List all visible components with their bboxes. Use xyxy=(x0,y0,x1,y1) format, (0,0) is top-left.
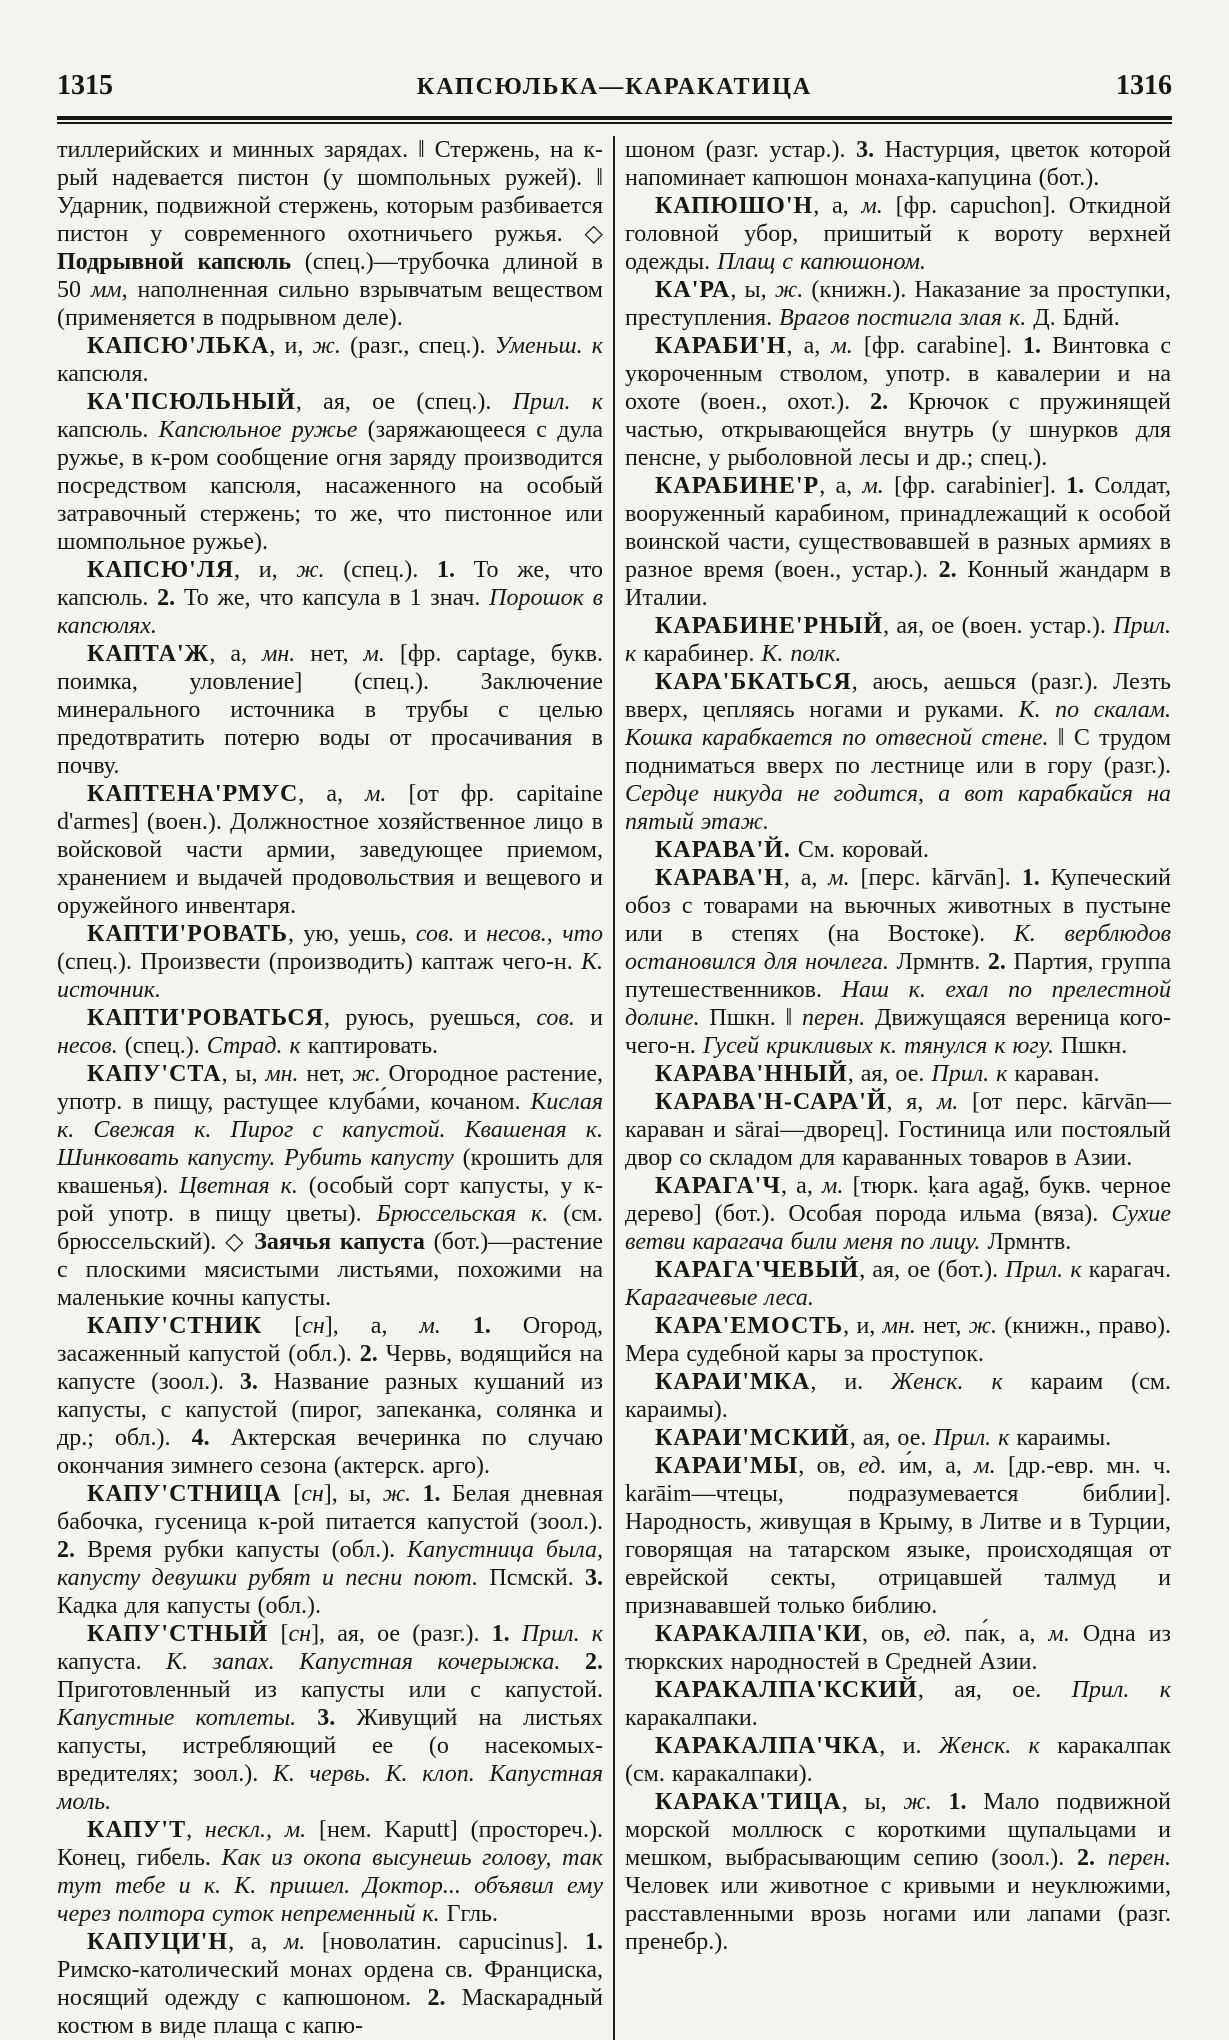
dictionary-entry: КАПУ'СТНИК [сн], а, м. 1. Огород, засаженный капустой (обл.). 2. Червь, водящийся на капусте (зоол.). 3. Название разных кушаний из капусты, с капустой (пирог, запеканка, солянка и др.; обл.). 4. Актерская вечеринка по случаю окончания зимнего сезона (актерск. арго). xyxy=(57,1313,603,1479)
dictionary-entry: КАРАВА'ННЫЙ, ая, ое. Прил. к караван. xyxy=(655,1061,1100,1087)
dictionary-entry: КАРАБИНЕ'Р, а, м. [фр. carabinier]. 1. Солдат, вооруженный карабином, принадлежащий к особой воинской части, существовавшей в разных армиях в разное время (воен., устар.). 2. Конный жандарм в Италии. xyxy=(625,473,1172,611)
dictionary-entry: КАРАВА'Н-САРА'Й, я, м. [от перс. kārvān—караван и särai—дворец]. Гостиница или постоялый двор со складом для караванных товаров в Азии. xyxy=(625,1089,1172,1171)
dictionary-entry: КАПУ'Т, нескл., м. [нем. Kaputt] (простореч.). Конец, гибель. Как из окопа высунешь голову, так тут тебе и к. К. пришел. Доктор... объявил ему через полтора суток непременный к. Ггль. xyxy=(57,1817,604,1927)
page-header xyxy=(57,70,1172,102)
dictionary-entry: КАПУ'СТНИЦА [сн], ы, ж. 1. Белая дневная бабочка, гусеница к-рой питается капустой (зоол.). 2. Время рубки капусты (обл.). Капустница была, капусту девушки рубят и песни поют. Псмскй. 3. Кадка для капусты (обл.). xyxy=(57,1481,604,1619)
dictionary-entry: тиллерийских и минных зарядах. ‖ Стержень, на к-рый надевается пистон (у шомпольных ружей). ‖ Ударник, подвижной стержень, которым разбивается пистон у современного охотничьего ружья. ◇ Подрывной капсюль (спец.)—трубочка длиной в 50 мм, наполненная сильно взрывчатым веществом (применяется в подрывном деле). xyxy=(57,137,603,331)
dictionary-entry: КАПЮШО'Н, а, м. [фр. capuchon]. Откидной головной убор, пришитый к вороту верхней одежды. Плащ с капюшоном. xyxy=(625,193,1171,275)
dictionary-entry: КАРАБИ'Н, а, м. [фр. carabine]. 1. Винтовка с укороченным стволом, употр. в кавалерии и на охоте (воен., охот.). 2. Крючок с пружинящей частью, открывающейся внутрь (у шнурков для пенсне, у рыболовной лесы и др.; спец.). xyxy=(625,333,1172,471)
dictionary-entry: КАРАИ'МСКИЙ, ая, ое. Прил. к караимы. xyxy=(655,1425,1112,1451)
dictionary-entry: КАРАБИНЕ'РНЫЙ, ая, ое (воен. устар.). Прил. к карабинер. К. полк. xyxy=(625,613,1171,667)
right-column-number: 1316 xyxy=(1116,70,1172,101)
dictionary-entry: КАРАКАЛПА'КСКИЙ, ая, ое. Прил. к каракалпаки. xyxy=(625,1677,1171,1731)
dictionary-entry: КАПСЮ'ЛЯ, и, ж. (спец.). 1. То же, что капсюль. 2. То же, что капсула в 1 знач. Порошок в капсюлях. xyxy=(57,557,604,639)
dictionary-entry: КАРАГА'Ч, а, м. [тюрк. ḳara agağ, букв. черное дерево] (бот.). Особая порода ильма (вяза). Сухие ветви карагача били меня по лицу. Лрмнтв. xyxy=(625,1173,1171,1255)
dictionary-entry: КА'ПСЮЛЬНЫЙ, ая, ое (спец.). Прил. к капсюль. Капсюльное ружье (заряжающееся с дула ружье, в к-ром сообщение огня заряду производится посредством капсюля, насаженного на особый затравочный стержень; то же, что пистонное или шомпольное ружье). xyxy=(57,389,604,555)
dictionary-entry: шоном (разг. устар.). 3. Настурция, цветок которой напоминает капюшон монаха-капуцина (бот.). xyxy=(625,137,1171,191)
dictionary-entry: КАРАИ'МЫ, ов, ед. и́м, а, м. [др.-евр. мн. ч. karāim—чтецы, подразумевается библии]. Народность, живущая в Крыму, в Литве и в Турции, говорящая на татарском языке, происходящая от еврейской секты, отрицавшей талмуд и признававшей только библию. xyxy=(625,1453,1172,1619)
dictionary-entry: КАПСЮ'ЛЬКА, и, ж. (разг., спец.). Уменьш. к капсюля. xyxy=(57,333,604,387)
right-column xyxy=(625,136,1171,2040)
dictionary-entry: КАРАВА'Н, а, м. [перс. kārvān]. 1. Купеческий обоз с товарами на вьючных животных в пустыне или в степях (на Востоке). К. верблюдов остановился для ночлега. Лрмнтв. 2. Партия, группа путешественников. Наш к. ехал по прелестной долине. Пшкн. ‖ перен. Движущаяся вереница кого-чего-н. Гусей крикливых к. тянулся к югу. Пшкн. xyxy=(625,865,1172,1059)
dictionary-entry: КАРАКАЛПА'КИ, ов, ед. па́к, а, м. Одна из тюркских народностей в Средней Азии. xyxy=(625,1621,1171,1675)
dictionary-entry: КАРАКА'ТИЦА, ы, ж. 1. Мало подвижной морской моллюск с короткими щупальцами и мешком, выбрасывающим сепию (зоол.). 2. перен. Человек или животное с кривыми и неуклюжими, расставленными врозь ногами или лапами (разг. пренебр.). xyxy=(625,1789,1171,1955)
dictionary-text-block xyxy=(57,136,1172,2040)
running-head: КАПСЮЛЬКА—КАРАКАТИЦА xyxy=(416,74,813,100)
left-column-number: 1315 xyxy=(57,70,113,101)
dictionary-entry: КАРАГА'ЧЕВЫЙ, ая, ое (бот.). Прил. к карагач. Карагачевые леса. xyxy=(625,1257,1171,1311)
dictionary-entry: КАПУ'СТНЫЙ [сн], ая, ое (разг.). 1. Прил. к капуста. К. запах. Капустная кочерыжка. 2. Приготовленный из капусты или с капустой. Капустные котлеты. 3. Живущий на листьях капусты, истребляющий ее (о насекомых-вредителях; зоол.). К. червь. К. клоп. Капустная моль. xyxy=(57,1621,604,1815)
dictionary-entry: КАПТЕНА'РМУС, а, м. [от фр. capitaine d'armes] (воен.). Должностное хозяйственное лицо в войсковой части армии, заведующее приемом, хранением и выдачей продовольствия и вещевого и оружейного инвентаря. xyxy=(57,781,603,919)
header-rule xyxy=(57,116,1172,124)
column-divider xyxy=(613,136,615,2040)
dictionary-entry: КАПТА'Ж, а, мн. нет, м. [фр. captage, букв. поимка, уловление] (спец.). Заключение минерального источника в трубы с целью предотвратить потерю воды от просачивания в почву. xyxy=(57,641,604,779)
dictionary-entry: КАПУ'СТА, ы, мн. нет, ж. Огородное растение, употр. в пищу, растущее клуба́ми, кочаном. Кислая к. Свежая к. Пирог с капустой. Квашеная к. Шинковать капусту. Рубить капусту (крошить для квашенья). Цветная к. (особый сорт капусты, у к-рой употр. в пищу цветы). Брюссельская к. (см. брюссельский). ◇ Заячья капуста (бот.)—растение с плоскими мясистыми листьями, похожими на маленькие кочны капусты. xyxy=(57,1061,604,1311)
dictionary-entry: КАРА'ЕМОСТЬ, и, мн. нет, ж. (книжн., право). Мера судебной кары за проступок. xyxy=(625,1313,1171,1367)
dictionary-entry: КАПУЦИ'Н, а, м. [новолатин. capucinus]. 1. Римско-католический монах ордена св. Франциска, носящий одежду с капюшоном. 2. Маскарадный костюм в виде плаща с капю- xyxy=(57,1929,603,2039)
dictionary-entry: КАРАВА'Й. См. коровай. xyxy=(655,837,929,863)
dictionary-entry: КАПТИ'РОВАТЬСЯ, руюсь, руешься, сов. и несов. (спец.). Страд. к каптировать. xyxy=(57,1005,603,1059)
dictionary-entry: КА'РА, ы, ж. (книжн.). Наказание за проступки, преступления. Врагов постигла злая к. Д. Бднй. xyxy=(625,277,1171,331)
dictionary-entry: КАРА'БКАТЬСЯ, аюсь, аешься (разг.). Лезть вверх, цепляясь ногами и руками. К. по скалам. Кошка карабкается по отвесной стене. ‖ С трудом подниматься вверх по лестнице или в гору (разг.). Сердце никуда не годится, а вот карабкайся на пятый этаж. xyxy=(625,669,1172,835)
dictionary-entry: КАРАИ'МКА, и. Женск. к караим (см. караимы). xyxy=(625,1369,1172,1423)
dictionary-entry: КАПТИ'РОВАТЬ, ую, уешь, сов. и несов., что (спец.). Произвести (производить) каптаж чего-н. К. источник. xyxy=(57,921,603,1003)
left-column xyxy=(57,136,603,2040)
dictionary-entry: КАРАКАЛПА'ЧКА, и. Женск. к каракалпак (см. каракалпаки). xyxy=(625,1733,1171,1787)
